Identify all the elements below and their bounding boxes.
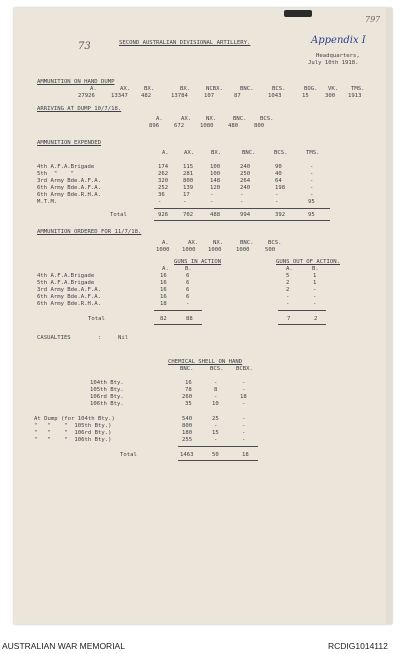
value-cell: -: [210, 192, 214, 198]
value-cell: 6: [186, 280, 190, 286]
casualties-value: Nil: [118, 335, 129, 341]
chemical-heading: CHEMICAL SHELL ON HAND: [168, 359, 243, 365]
total-rule: [154, 220, 330, 221]
total-rule: [154, 310, 202, 311]
unit-label: 4th A.F.A.Brigade: [37, 273, 95, 279]
value-cell: 100: [210, 171, 221, 177]
value-cell: 78: [185, 387, 192, 393]
arriving-heading: ARRIVING AT DUMP 10/7/18.: [37, 106, 122, 112]
value-cell: -: [210, 199, 214, 205]
value-cell: 260: [182, 394, 193, 400]
value-cell: 107: [204, 93, 215, 99]
casualties-label: CASUALTIES: [37, 335, 71, 341]
value-cell: -: [275, 199, 279, 205]
value-cell: 18: [240, 394, 247, 400]
value-cell: 250: [240, 171, 251, 177]
col-header: BNC.: [242, 150, 256, 156]
value-cell: 800: [254, 123, 265, 129]
col-header: BCBX.: [236, 366, 253, 372]
guns-out-of-action-heading: GUNS OUT OF ACTION.: [276, 259, 340, 265]
total-cell: 994: [240, 212, 251, 218]
value-cell: 15: [212, 430, 219, 436]
total-cell: 1463: [180, 452, 194, 458]
unit-label: 4th A.F.A.Brigade: [37, 164, 95, 170]
value-cell: -: [214, 437, 218, 443]
value-cell: 35: [185, 401, 192, 407]
value-cell: 896: [149, 123, 160, 129]
unit-label: " " " 106rd Bty.): [34, 430, 112, 436]
unit-label: 106rd Bty.: [90, 394, 124, 400]
col-header: BX.: [211, 150, 222, 156]
value-cell: 6: [186, 294, 190, 300]
value-cell: -: [242, 416, 246, 422]
value-cell: 10: [212, 401, 219, 407]
value-cell: -: [310, 192, 314, 198]
value-cell: 672: [174, 123, 185, 129]
value-cell: 17: [183, 192, 190, 198]
value-cell: 174: [158, 164, 169, 170]
col-header: NCBX.: [206, 86, 223, 92]
unit-label: At Dump (for 104th Bty.): [34, 416, 115, 422]
col-header: B.: [312, 266, 319, 272]
value-cell: -: [242, 437, 246, 443]
col-header: TMS.: [351, 86, 365, 92]
col-header: A.: [90, 86, 97, 92]
document-title: SECOND AUSTRALIAN DIVISIONAL ARTILLERY.: [119, 40, 251, 46]
expended-heading: AMMUNITION EXPENDED: [37, 140, 101, 146]
col-header: BCS.: [210, 366, 224, 372]
value-cell: 800: [183, 178, 194, 184]
value-cell: 480: [228, 123, 239, 129]
folio-annotation: 797: [365, 15, 381, 24]
total-rule: [154, 208, 330, 209]
col-header: NX.: [213, 240, 224, 246]
value-cell: -: [310, 178, 314, 184]
value-cell: 2: [286, 287, 290, 293]
total-rule: [154, 324, 202, 325]
date-line: July 10th 1918.: [308, 60, 359, 66]
value-cell: 100: [210, 164, 221, 170]
page-number-annotation: 73: [78, 41, 91, 52]
value-cell: 1000: [236, 247, 250, 253]
value-cell: 5: [286, 273, 290, 279]
value-cell: 300: [325, 93, 336, 99]
value-cell: 1000: [208, 247, 222, 253]
col-header: A.: [156, 116, 163, 122]
on-hand-heading: AMMUNITION ON HAND DUMP: [37, 79, 115, 85]
value-cell: 1: [313, 280, 317, 286]
value-cell: 6: [186, 287, 190, 293]
value-cell: 264: [240, 178, 251, 184]
col-header: BX.: [144, 86, 155, 92]
value-cell: 1043: [268, 93, 282, 99]
value-cell: 27926: [78, 93, 95, 99]
total-cell: 95: [308, 212, 315, 218]
value-cell: -: [186, 301, 190, 307]
value-cell: 40: [275, 171, 282, 177]
unit-label: 5th A.F.A.Brigade: [37, 280, 95, 286]
total-cell: 7: [287, 316, 291, 322]
unit-label: " " " 105th Bty.): [34, 423, 112, 429]
page-edge: [386, 8, 392, 624]
total-rule: [278, 310, 326, 311]
total-label: Total: [110, 212, 127, 218]
value-cell: -: [310, 164, 314, 170]
appendix-annotation: Appendix I: [311, 35, 366, 46]
value-cell: -: [242, 401, 246, 407]
total-label: Total: [88, 316, 105, 322]
total-rule: [278, 324, 326, 325]
value-cell: 2: [286, 280, 290, 286]
total-cell: 488: [210, 212, 221, 218]
col-header: BNC.: [240, 86, 254, 92]
value-cell: 1080: [200, 123, 214, 129]
value-cell: -: [242, 387, 246, 393]
value-cell: 8: [214, 387, 218, 393]
col-header: BX.: [180, 86, 191, 92]
value-cell: 320: [158, 178, 169, 184]
guns-in-action-heading: GUNS IN ACTION: [174, 259, 222, 265]
value-cell: 16: [160, 287, 167, 293]
value-cell: 15: [302, 93, 309, 99]
value-cell: 252: [158, 185, 169, 191]
document-page: [14, 8, 392, 624]
total-cell: 926: [158, 212, 169, 218]
value-cell: 16: [160, 294, 167, 300]
value-cell: 139: [183, 185, 194, 191]
unit-label: 3rd Army Bde.A.F.A.: [37, 178, 101, 184]
col-header: TMS.: [306, 150, 320, 156]
unit-label: 6th Army Bde.R.H.A.: [37, 301, 101, 307]
col-header: A.: [162, 266, 169, 272]
value-cell: -: [158, 199, 162, 205]
value-cell: 180: [182, 430, 193, 436]
unit-label: 6th Army Bde.A.F.A.: [37, 185, 101, 191]
value-cell: -: [310, 171, 314, 177]
col-header: BCS.: [272, 86, 286, 92]
col-header: AX.: [188, 240, 199, 246]
col-header: BOG.: [304, 86, 318, 92]
value-cell: -: [183, 199, 187, 205]
value-cell: -: [275, 192, 279, 198]
value-cell: 1000: [156, 247, 170, 253]
value-cell: 281: [183, 171, 194, 177]
ordered-heading: AMMUNITION ORDERED FOR 11/7/18.: [37, 229, 142, 235]
total-cell: 50: [212, 452, 219, 458]
value-cell: -: [286, 301, 290, 307]
value-cell: 255: [182, 437, 193, 443]
value-cell: 1: [313, 273, 317, 279]
value-cell: 16: [160, 280, 167, 286]
unit-label: 5th " ": [37, 171, 75, 177]
value-cell: 198: [275, 185, 286, 191]
unit-label: 6th Army Bde.A.F.A.: [37, 294, 101, 300]
total-rule: [178, 446, 258, 447]
total-cell: 702: [183, 212, 194, 218]
col-header: BCS.: [274, 150, 288, 156]
total-cell: 18: [242, 452, 249, 458]
value-cell: -: [313, 301, 317, 307]
value-cell: 64: [275, 178, 282, 184]
value-cell: 262: [158, 171, 169, 177]
value-cell: 1913: [348, 93, 362, 99]
value-cell: -: [242, 423, 246, 429]
col-header: A.: [286, 266, 293, 272]
value-cell: 25: [212, 416, 219, 422]
value-cell: 115: [183, 164, 194, 170]
value-cell: -: [313, 294, 317, 300]
total-cell: 88: [186, 316, 193, 322]
value-cell: 120: [210, 185, 221, 191]
value-cell: -: [313, 287, 317, 293]
col-header: BNC.: [233, 116, 247, 122]
value-cell: -: [214, 423, 218, 429]
value-cell: 90: [275, 164, 282, 170]
value-cell: -: [242, 430, 246, 436]
value-cell: -: [242, 380, 246, 386]
value-cell: 95: [308, 199, 315, 205]
col-header: BNC.: [240, 240, 254, 246]
value-cell: 500: [265, 247, 276, 253]
col-header: AX.: [120, 86, 131, 92]
casualties-colon: :: [98, 335, 102, 341]
total-cell: 392: [275, 212, 286, 218]
col-header: AX.: [184, 150, 195, 156]
col-header: VK.: [328, 86, 339, 92]
total-cell: 82: [160, 316, 167, 322]
col-header: BCS.: [268, 240, 282, 246]
unit-label: 104th Bty.: [90, 380, 124, 386]
col-header: A.: [162, 150, 169, 156]
value-cell: -: [214, 394, 218, 400]
value-cell: -: [240, 199, 244, 205]
value-cell: -: [286, 294, 290, 300]
value-cell: 540: [182, 416, 193, 422]
binding-tab: [284, 10, 312, 17]
unit-label: " " " 106th Bty.): [34, 437, 112, 443]
col-header: AX.: [181, 116, 192, 122]
value-cell: 13784: [171, 93, 188, 99]
col-header: BNC.: [180, 366, 194, 372]
value-cell: -: [240, 192, 244, 198]
archive-reference: RCDIG1014112: [328, 641, 388, 651]
value-cell: 482: [141, 93, 152, 99]
value-cell: 16: [185, 380, 192, 386]
location-line: Headquarters,: [316, 53, 360, 59]
value-cell: -: [310, 185, 314, 191]
value-cell: 800: [182, 423, 193, 429]
unit-label: M.T.M.: [37, 199, 58, 205]
col-header: BCS.: [260, 116, 274, 122]
value-cell: 240: [240, 164, 251, 170]
unit-label: 106th Bty.: [90, 401, 124, 407]
archive-credit: AUSTRALIAN WAR MEMORIAL: [2, 641, 125, 651]
value-cell: 18: [160, 301, 167, 307]
unit-label: 6th Army Bde.R.H.A.: [37, 192, 101, 198]
value-cell: 6: [186, 273, 190, 279]
total-rule: [178, 460, 258, 461]
unit-label: 3rd Army Bde.A.F.A.: [37, 287, 101, 293]
col-header: A.: [162, 240, 169, 246]
value-cell: 1000: [182, 247, 196, 253]
value-cell: -: [214, 380, 218, 386]
value-cell: 13347: [111, 93, 128, 99]
value-cell: 87: [234, 93, 241, 99]
total-label: Total: [120, 452, 137, 458]
value-cell: 16: [160, 273, 167, 279]
total-cell: 2: [314, 316, 318, 322]
col-header: NX.: [206, 116, 217, 122]
value-cell: 36: [158, 192, 165, 198]
value-cell: 240: [240, 185, 251, 191]
unit-label: 105th Bty.: [90, 387, 124, 393]
col-header: B.: [185, 266, 192, 272]
value-cell: 148: [210, 178, 221, 184]
